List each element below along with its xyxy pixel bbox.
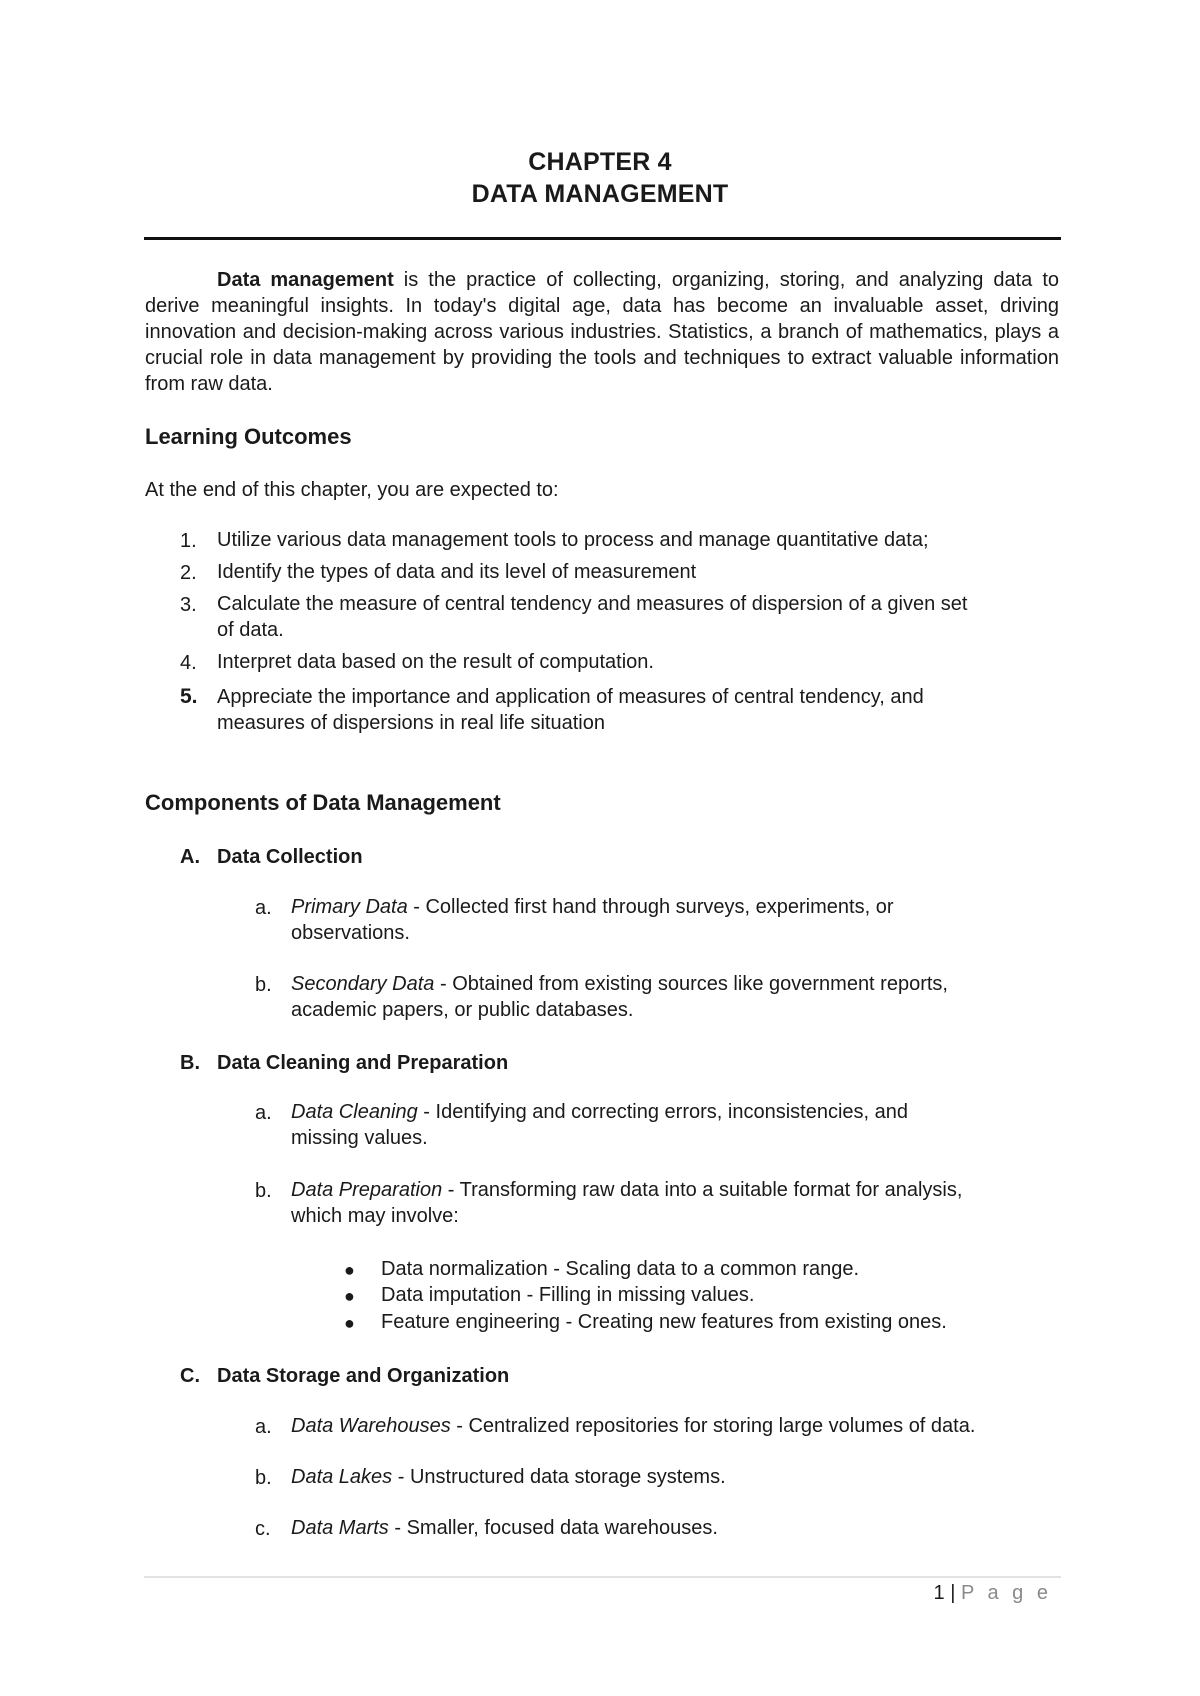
- chapter-title: DATA MANAGEMENT: [471, 180, 729, 208]
- intro-text: is the practice of collecting, organizing, storing, and analyzing data to derive meaningful insights. In today's digital age, data has become an invaluable asset, driving innovation and decision-making across various industries. Statistics, a branch of mathematics, plays a crucial role in data management by providing the tools and techniques to extract valuable information from raw data.: [145, 269, 1059, 395]
- outcome-text: Utilize various data management tools to process and manage quantitative data;: [217, 529, 929, 551]
- learning-lead: At the end of this chapter, you are expected to:: [145, 479, 559, 501]
- outcome-text: Appreciate the importance and application of measures of central tendency, and measures of dispersions in real life situation: [217, 686, 924, 734]
- item-text: Data Cleaning - Identifying and correcting errors, inconsistencies, and missing values.: [291, 1101, 908, 1149]
- outcome-number: 3.: [180, 594, 197, 616]
- bullet-text: Data normalization - Scaling data to a common range.: [381, 1258, 860, 1280]
- section-letter: B.: [180, 1052, 200, 1074]
- bullet-text: Feature engineering - Creating new features from existing ones.: [381, 1311, 947, 1333]
- outcome-text: Identify the types of data and its level of measurement: [217, 561, 697, 583]
- bullet-icon: ●: [344, 1260, 355, 1280]
- page-label: P a g e: [960, 1582, 1052, 1604]
- bullet-text: Data imputation - Filling in missing values.: [381, 1284, 755, 1306]
- intro-paragraph: [145, 267, 1059, 397]
- outcome-number: 2.: [180, 562, 197, 584]
- item-letter: a.: [255, 897, 272, 919]
- learning-outcomes-heading: Learning Outcomes: [145, 424, 352, 449]
- item-letter: b.: [255, 974, 272, 996]
- item-letter: b.: [255, 1467, 272, 1489]
- outcome-number: 5.: [180, 685, 198, 708]
- bullet-icon: ●: [344, 1286, 355, 1306]
- page-number: 1: [933, 1582, 945, 1604]
- outcome-number: 1.: [180, 530, 197, 552]
- chapter-number: CHAPTER 4: [528, 148, 672, 176]
- section-letter: A.: [180, 846, 200, 868]
- title-divider: [144, 237, 1061, 240]
- footer-divider: [144, 1576, 1061, 1578]
- section-letter: C.: [180, 1365, 200, 1387]
- outcome-text: Calculate the measure of central tendency and measures of dispersion of a given set of data.: [217, 593, 968, 641]
- item-letter: a.: [255, 1102, 272, 1124]
- section-title: Data Collection: [217, 846, 363, 868]
- section-title: Data Storage and Organization: [217, 1365, 510, 1387]
- item-text: Secondary Data - Obtained from existing sources like government reports, academic papers, or public databases.: [291, 973, 948, 1021]
- section-title: Data Cleaning and Preparation: [217, 1052, 509, 1074]
- components-heading: Components of Data Management: [145, 790, 501, 815]
- item-text: Data Marts - Smaller, focused data warehouses.: [291, 1517, 718, 1539]
- item-text: Data Preparation - Transforming raw data into a suitable format for analysis, which may involve:: [291, 1179, 963, 1227]
- item-text: Data Lakes - Unstructured data storage systems.: [291, 1466, 726, 1488]
- bullet-icon: ●: [344, 1313, 355, 1333]
- item-text: Data Warehouses - Centralized repositories for storing large volumes of data.: [291, 1415, 976, 1437]
- item-letter: c.: [255, 1518, 271, 1540]
- item-text: Primary Data - Collected first hand through surveys, experiments, or observations.: [291, 896, 894, 944]
- page-footer: [934, 1582, 1052, 1605]
- outcome-text: Interpret data based on the result of computation.: [217, 651, 654, 673]
- item-letter: a.: [255, 1416, 272, 1438]
- page-separator: |: [950, 1582, 956, 1604]
- item-letter: b.: [255, 1180, 272, 1202]
- outcome-number: 4.: [180, 652, 197, 674]
- intro-lead: Data management: [217, 269, 394, 291]
